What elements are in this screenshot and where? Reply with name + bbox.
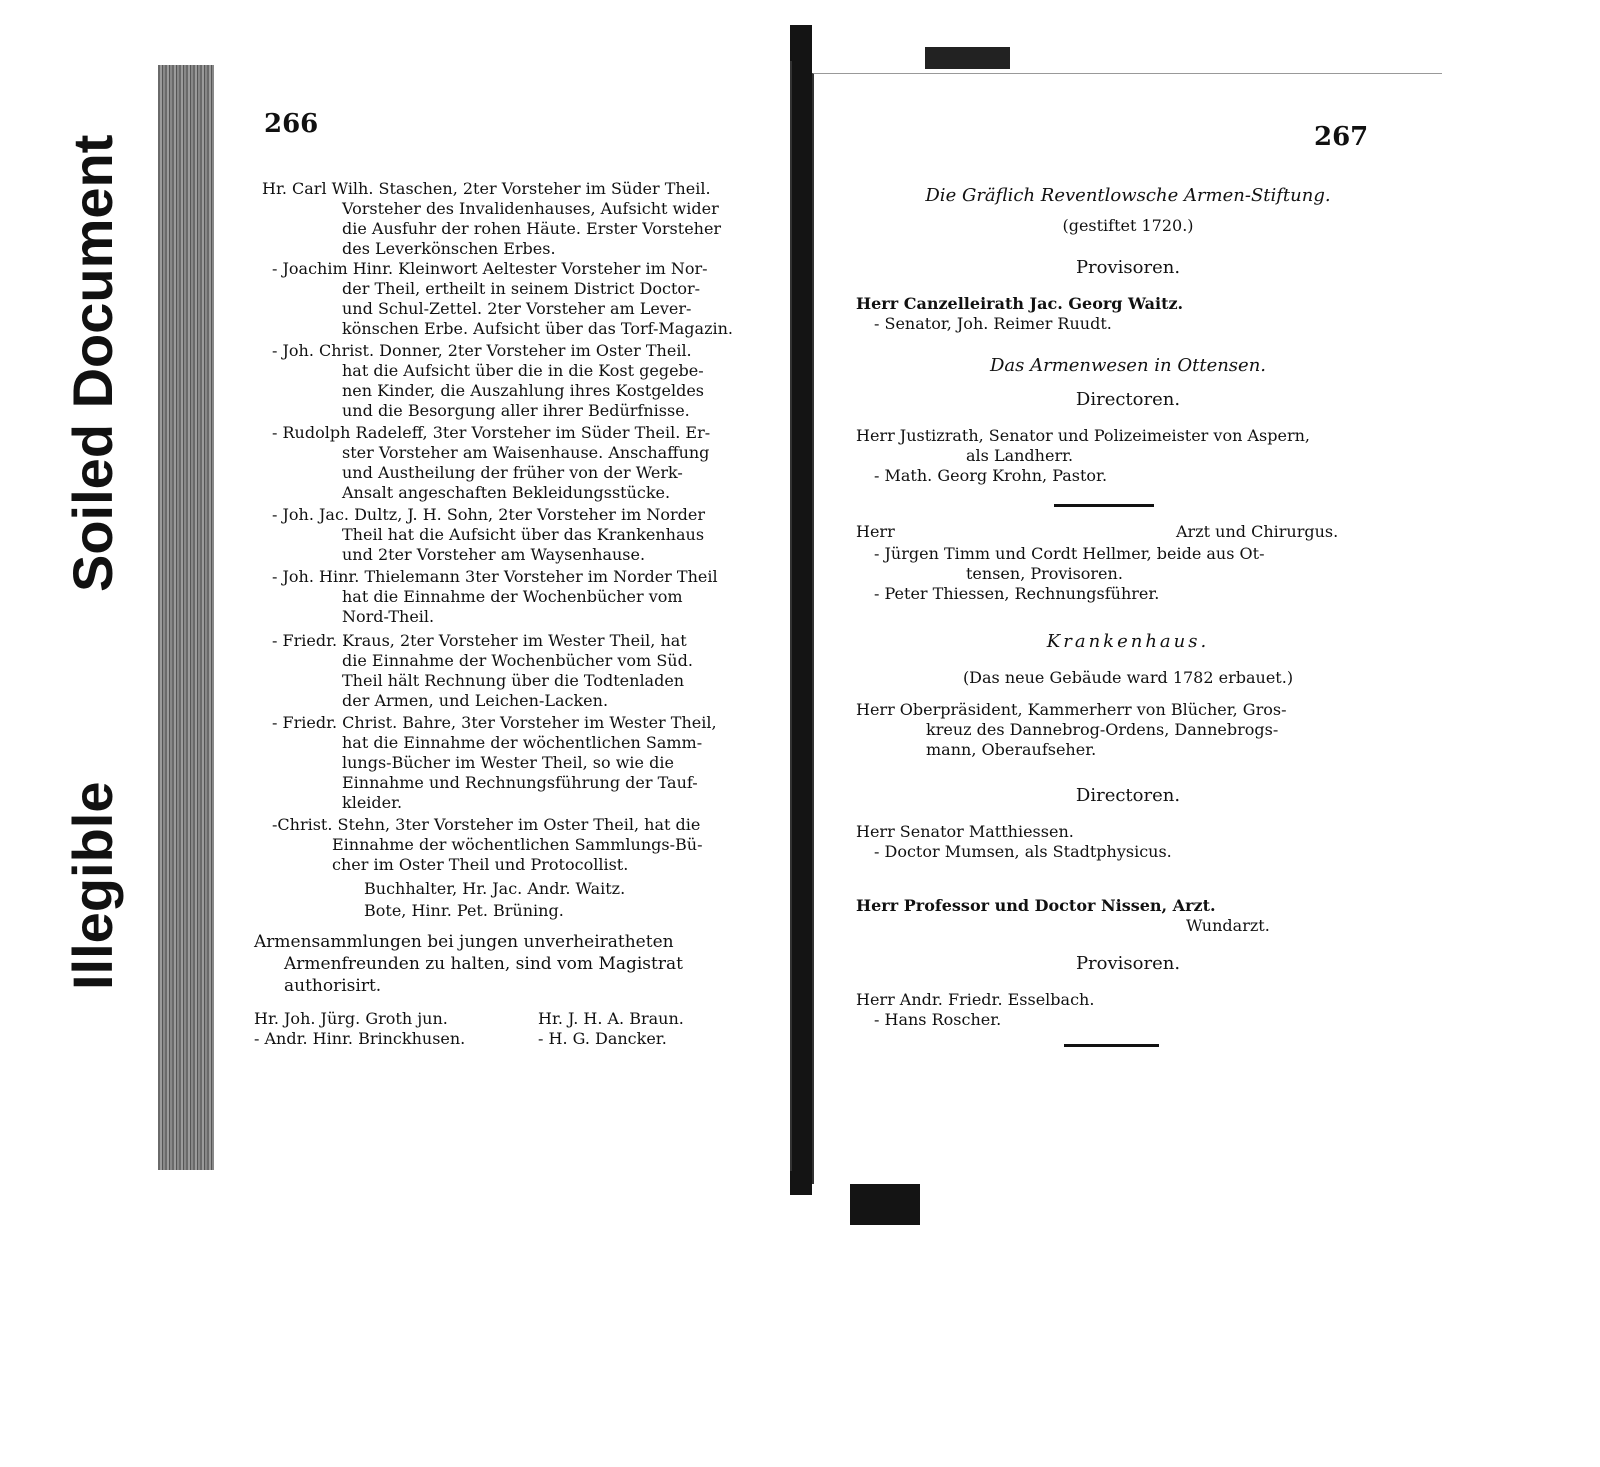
book-spine — [790, 25, 812, 1195]
armensammlungen-paragraph: Armensammlungen bei jungen unverheiratheten Armenfreunden zu halten, sind vom Magistrat authorisirt. — [254, 932, 683, 996]
bote-line: Bote, Hinr. Pet. Brüning. — [364, 901, 564, 920]
krankenhaus-note: (Das neue Gebäude ward 1782 erbauet.) — [962, 668, 1294, 687]
arzt-title: Arzt und Chirurgus. — [1176, 522, 1339, 541]
professor-entry: Herr Professor und Doctor Nissen, Arzt. — [856, 896, 1216, 915]
illegible-label: Illegible — [61, 781, 124, 990]
names-left-column: Hr. Joh. Jürg. Groth jun. - Andr. Hinr. Brinckhusen. — [254, 1009, 466, 1048]
oberpraesident-entry: Herr Oberpräsident, Kammerherr von Blücher, Gros- kreuz des Dannebrog-Ordens, Dannebrogs- mann, Oberaufseher. — [856, 700, 1287, 759]
provisoren-list-2: - Jürgen Timm und Cordt Hellmer, beide aus Ot- tensen, Provisoren. - Peter Thiessen, Rechnungsführer. — [874, 544, 1265, 603]
entry-radeleff: - Rudolph Radeleff, 3ter Vorsteher im Süder Theil. Er- ster Vorsteher am Waisenhause. Anschaffung und Austheilung der früher von der Werk- Ansalt angeschaften Bekleidungsstücke. — [272, 423, 711, 502]
right-page — [812, 73, 1442, 1184]
entry-kraus: - Friedr. Kraus, 2ter Vorsteher im Wester Theil, hat die Einnahme der Wochenbücher vom Süd. Theil hält Rechnung über die Todtenladen der Armen, und Leichen-Lacken. — [272, 631, 693, 710]
directoren-list-2: Herr Senator Matthiessen. - Doctor Mumsen, als Stadtphysicus. — [856, 822, 1172, 861]
provisoren-list-1: Herr Canzelleirath Jac. Georg Waitz. - Senator, Joh. Reimer Ruudt. — [856, 294, 1184, 333]
entry-donner: - Joh. Christ. Donner, 2ter Vorsteher im Oster Theil. hat die Aufsicht über die in die Kost gegebe- nen Kinder, die Auszahlung ihres Kostgeldes und die Besorgung aller ihrer Bedürfnisse. — [272, 341, 705, 420]
ribbon-tab-top — [925, 47, 1010, 69]
soiled-document-label: Soiled Document — [61, 134, 124, 592]
armenwesen-title: Das Armenwesen in Ottensen. — [989, 355, 1267, 376]
page-edges — [158, 65, 214, 1170]
entry-dultz: - Joh. Jac. Dultz, J. H. Sohn, 2ter Vorsteher im Norder Theil hat die Aufsicht über das Krankenhaus und 2ter Vorsteher am Waysenhause. — [272, 505, 706, 564]
arzt-herr: Herr — [856, 522, 895, 541]
names-right-column: Hr. J. H. A. Braun. - H. G. Dancker. — [538, 1009, 684, 1048]
provisoren-heading-3: Provisoren. — [1075, 953, 1181, 974]
provisoren-heading-1: Provisoren. — [1075, 257, 1181, 278]
page-number-right: 267 — [1314, 122, 1369, 152]
entry-stehn: -Christ. Stehn, 3ter Vorsteher im Oster Theil, hat die Einnahme der wöchentlichen Sammlungs-Bü- cher im Oster Theil und Protocollist. — [272, 815, 703, 874]
separator-rule-1 — [1054, 504, 1154, 507]
founded-note: (gestiftet 1720.) — [1062, 216, 1194, 235]
entry-staschen: Hr. Carl Wilh. Staschen, 2ter Vorsteher im Süder Theil. Vorsteher des Invalidenhauses, Aufsicht wider die Ausfuhr der rohen Häute. Erster Vorsteher des Leverkönschen Erbes. — [262, 179, 722, 258]
directoren-list-1: Herr Justizrath, Senator und Polizeimeister von Aspern, als Landherr. - Math. Georg Krohn, Pastor. — [856, 426, 1310, 485]
entry-thielemann: - Joh. Hinr. Thielemann 3ter Vorsteher im Norder Theil hat die Einnahme der Wochenbücher vom Nord-Theil. — [272, 567, 718, 626]
provisoren-list-3: Herr Andr. Friedr. Esselbach. - Hans Roscher. — [856, 990, 1095, 1029]
directoren-heading-1: Directoren. — [1075, 389, 1181, 410]
krankenhaus-heading: Krankenhaus. — [1046, 631, 1210, 652]
directoren-heading-2: Directoren. — [1075, 785, 1181, 806]
entry-kleinwort: - Joachim Hinr. Kleinwort Aeltester Vorsteher im Nor- der Theil, ertheilt in seinem District Doctor- und Schul-Zettel. 2ter Vorsteher am Lever- könschen Erbe. Aufsicht über das Torf-Magazin. — [272, 259, 734, 338]
separator-rule-2 — [1064, 1044, 1159, 1047]
open-book-scan — [150, 55, 1440, 1220]
wundarzt-entry: Wundarzt. — [1186, 916, 1270, 935]
stiftung-title: Die Gräflich Reventlowsche Armen-Stiftung. — [925, 185, 1331, 206]
buchhalter-line: Buchhalter, Hr. Jac. Andr. Waitz. — [364, 879, 626, 898]
left-page — [214, 61, 792, 1171]
page-number-left: 266 — [264, 109, 319, 139]
entry-bahre: - Friedr. Christ. Bahre, 3ter Vorsteher im Wester Theil, hat die Einnahme der wöchentlichen Samm- lungs-Bücher im Wester Theil, so wie die Einnahme und Rechnungsführung der Tauf- kleider. — [272, 713, 717, 812]
side-label-panel — [0, 0, 140, 1467]
